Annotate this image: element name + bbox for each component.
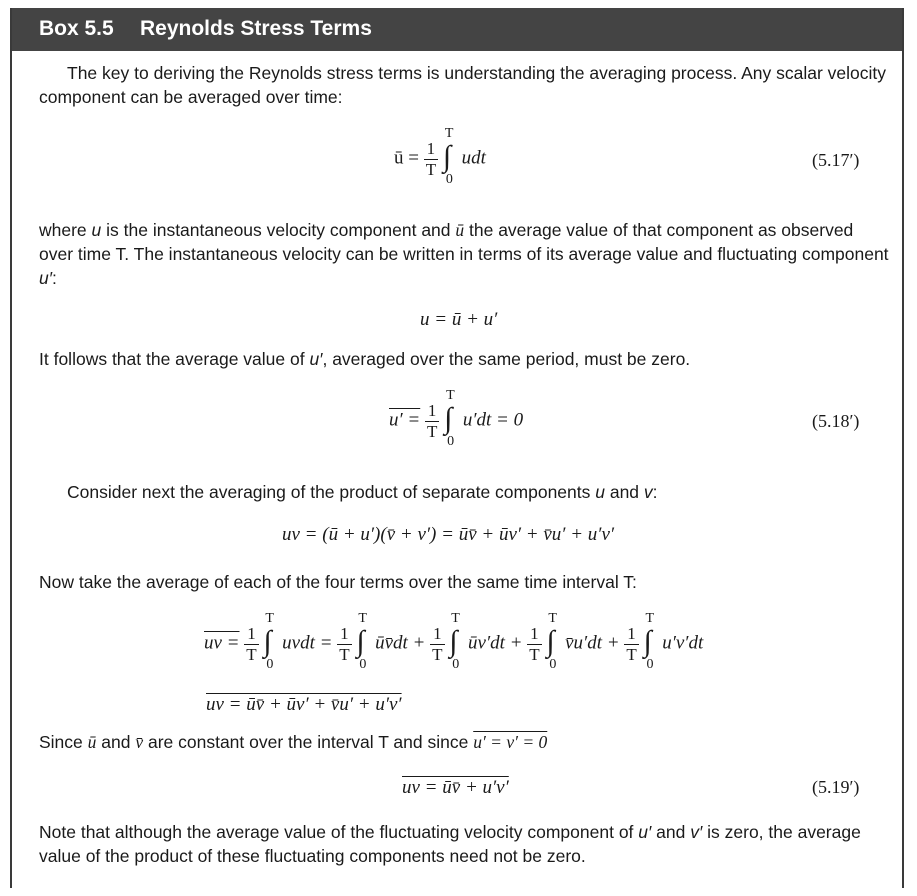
eq1-integrand: udt — [461, 147, 486, 169]
paragraph-zero-average: It follows that the average value of u′, averaged over the same period, must be zero. — [39, 349, 691, 369]
equation-decomposition: u = ū + u′ — [420, 309, 498, 330]
eq2-integrand: u′dt = 0 — [462, 409, 524, 431]
equation-product-expansion: uv = (ū + u′)(v̄ + v′) = ūv̄ + ūv′ + v̄u′ + u′v′ — [282, 524, 615, 545]
equation-number-5-17: (5.17′) — [812, 150, 860, 170]
equation-5-17 — [394, 126, 486, 188]
box-container — [10, 8, 904, 888]
integral-symbol: T ∫ 0 — [449, 611, 460, 672]
integral-symbol: T ∫ 0 — [356, 611, 367, 672]
paragraph-intro: The key to deriving the Reynolds stress terms is understanding the averaging process. Any scalar velocity component can be averaged over time: — [39, 63, 887, 107]
equation-5-19: uv = ūv̄ + u′v′ — [402, 777, 509, 798]
paragraph-constant: Since ū and v̄ are constant over the interval T and since u′ = v′ = 0 — [39, 732, 548, 752]
equation-number-5-19: (5.19′) — [812, 777, 860, 797]
equation-four-term-average: uv = $\frac{1}{T}$ T ∫ 0 uvdt = $\frac{1}{T}$ T ∫ 0 ūv̄dt + $\frac{1}{T}$ T ∫ 0 ūv′dt + $\frac{1}{T}$ T ∫ 0 v̄u′dt + $\frac{1}{T}$ T ∫ 0 u′v′dt — [204, 611, 704, 672]
equation-average-sum: uv = ūv̄ + ūv′ + v̄u′ + u′v′ — [206, 694, 402, 715]
box-header — [12, 8, 902, 51]
integral-symbol: T ∫ 0 — [442, 126, 454, 187]
integral-symbol: T ∫ 0 — [444, 388, 455, 449]
box-title: Reynolds Stress Terms — [140, 17, 372, 40]
equation-number-5-18: (5.18′) — [812, 411, 860, 431]
integral-symbol: T ∫ 0 — [643, 611, 655, 672]
paragraph-instantaneous: where u is the instantaneous velocity component and ū the average value of that component as observed over time T. The instantaneous velocity can be written in terms of its average value and fluctuating component u′: — [39, 220, 889, 288]
eq1-fraction: $\frac{1}{T}$ — [425, 138, 437, 179]
integral-symbol: T ∫ 0 — [546, 611, 557, 672]
paragraph-product: Consider next the averaging of the product of separate components u and v: — [67, 482, 658, 502]
paragraph-conclusion: Note that although the average value of the fluctuating velocity component of u′ and v′ is zero, the average value of the product of these fluctuating components need not be zero. — [39, 822, 861, 866]
eq2-fraction: $\frac{1}{T}$ — [426, 400, 438, 441]
eq1-lhs: ū = — [394, 147, 419, 169]
integral-symbol: T ∫ 0 — [263, 611, 274, 672]
eq2-lhs: u′ = — [389, 409, 421, 431]
equation-5-18 — [389, 388, 524, 450]
paragraph-four-terms: Now take the average of each of the four terms over the same time interval T: — [39, 572, 637, 592]
box-number: Box 5.5 — [39, 17, 114, 40]
